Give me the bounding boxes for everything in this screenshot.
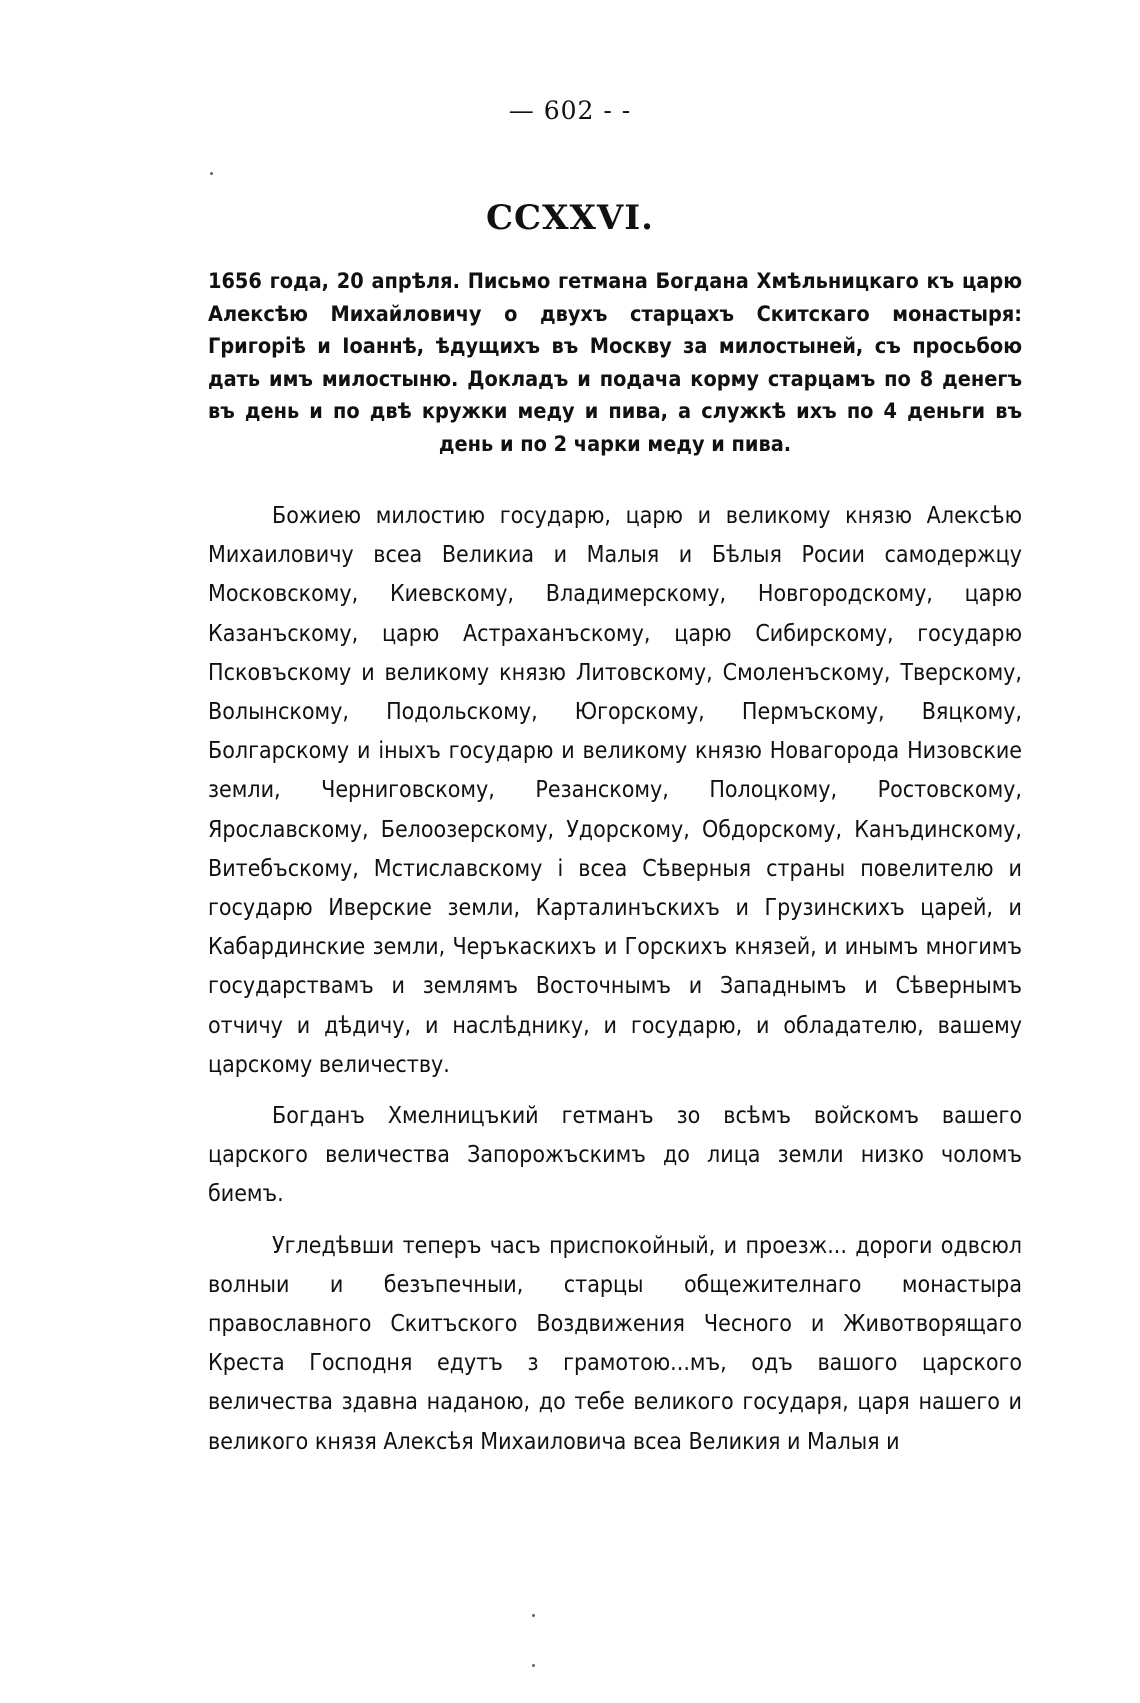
print-speck bbox=[532, 1614, 535, 1617]
letter-body bbox=[208, 497, 1022, 1462]
paragraph-greeting: Богданъ Хмелницъкий гетманъ зо всѣмъ войскомъ вашего царского величества Запорожъскимъ до лица земли низко чоломъ биемъ. bbox=[208, 1103, 1022, 1208]
page-number: — 602 - - bbox=[508, 96, 632, 125]
paragraph-request: Угледѣвши теперъ часъ приспокойный, и проезж... дороги одвсюл волныи и безъпечныи, старцы общежителнаго монастыра православного Скитъского Воздвижения Чесного и Животворящаго Креста Господня едутъ з грамотою...мъ, одъ вашого царского величества здавна наданою, до тебе великого государя, царя нашего и великого князя Алексѣя Михаиловича всеа Великия и Малыя и bbox=[208, 1232, 1022, 1455]
document-number: CCXXVI. bbox=[485, 198, 654, 238]
print-speck bbox=[532, 1664, 535, 1667]
print-speck bbox=[210, 172, 213, 175]
paragraph-salutation: Божиею милостию государю, царю и великому князю Алексѣю Михаиловичу всеа Великиа и Малыя и Бѣлыя Росии самодержцу Московскому, Киевскому, Владимерскому, Новгородскому, царю Казанъскому, царю Астраханъскому, царю Сибирскому, государю Псковъскому и великому князю Литовскому, Смоленъскому, Тверскому, Волынскому, Подольскому, Югорскому, Пермъскому, Вяцкому, Болгарскому и іныхъ государю и великому князю Новагорода Низовские земли, Черниговскому, Резанскому, Полоцкому, Ростовскому, Ярославскому, Белоозерскому, Удорскому, Обдорскому, Канъдинскому, Витебъскому, Мстиславскому і всеа Сѣверныя страны повелителю и государю Иверские земли, Карталинъскихъ и Грузинскихъ царей, и Кабардинские земли, Черъкаскихъ и Горскихъ князей, и инымъ многимъ государствамъ и землямъ Восточнымъ и Западнымъ и Сѣвернымъ отчичу и дѣдичу, и наслѣднику, и государю, и обладателю, вашему царскому величеству. bbox=[208, 503, 1022, 1078]
document-summary: 1656 года, 20 апрѣля. Письмо гетмана Богдана Хмѣльницкаго къ царю Алексѣю Михайловичу о двухъ старцахъ Скитскаго монастыря: Григоріѣ и Іоаннѣ, ѣдущихъ въ Москву за милостыней, съ просьбою дать имъ милостыню. Докладъ и подача корму старцамъ по 8 денегъ въ день и по двѣ кружки меду и пива, а служкѣ ихъ по 4 деньги въ день и по 2 чарки меду и пива. bbox=[208, 269, 1022, 457]
